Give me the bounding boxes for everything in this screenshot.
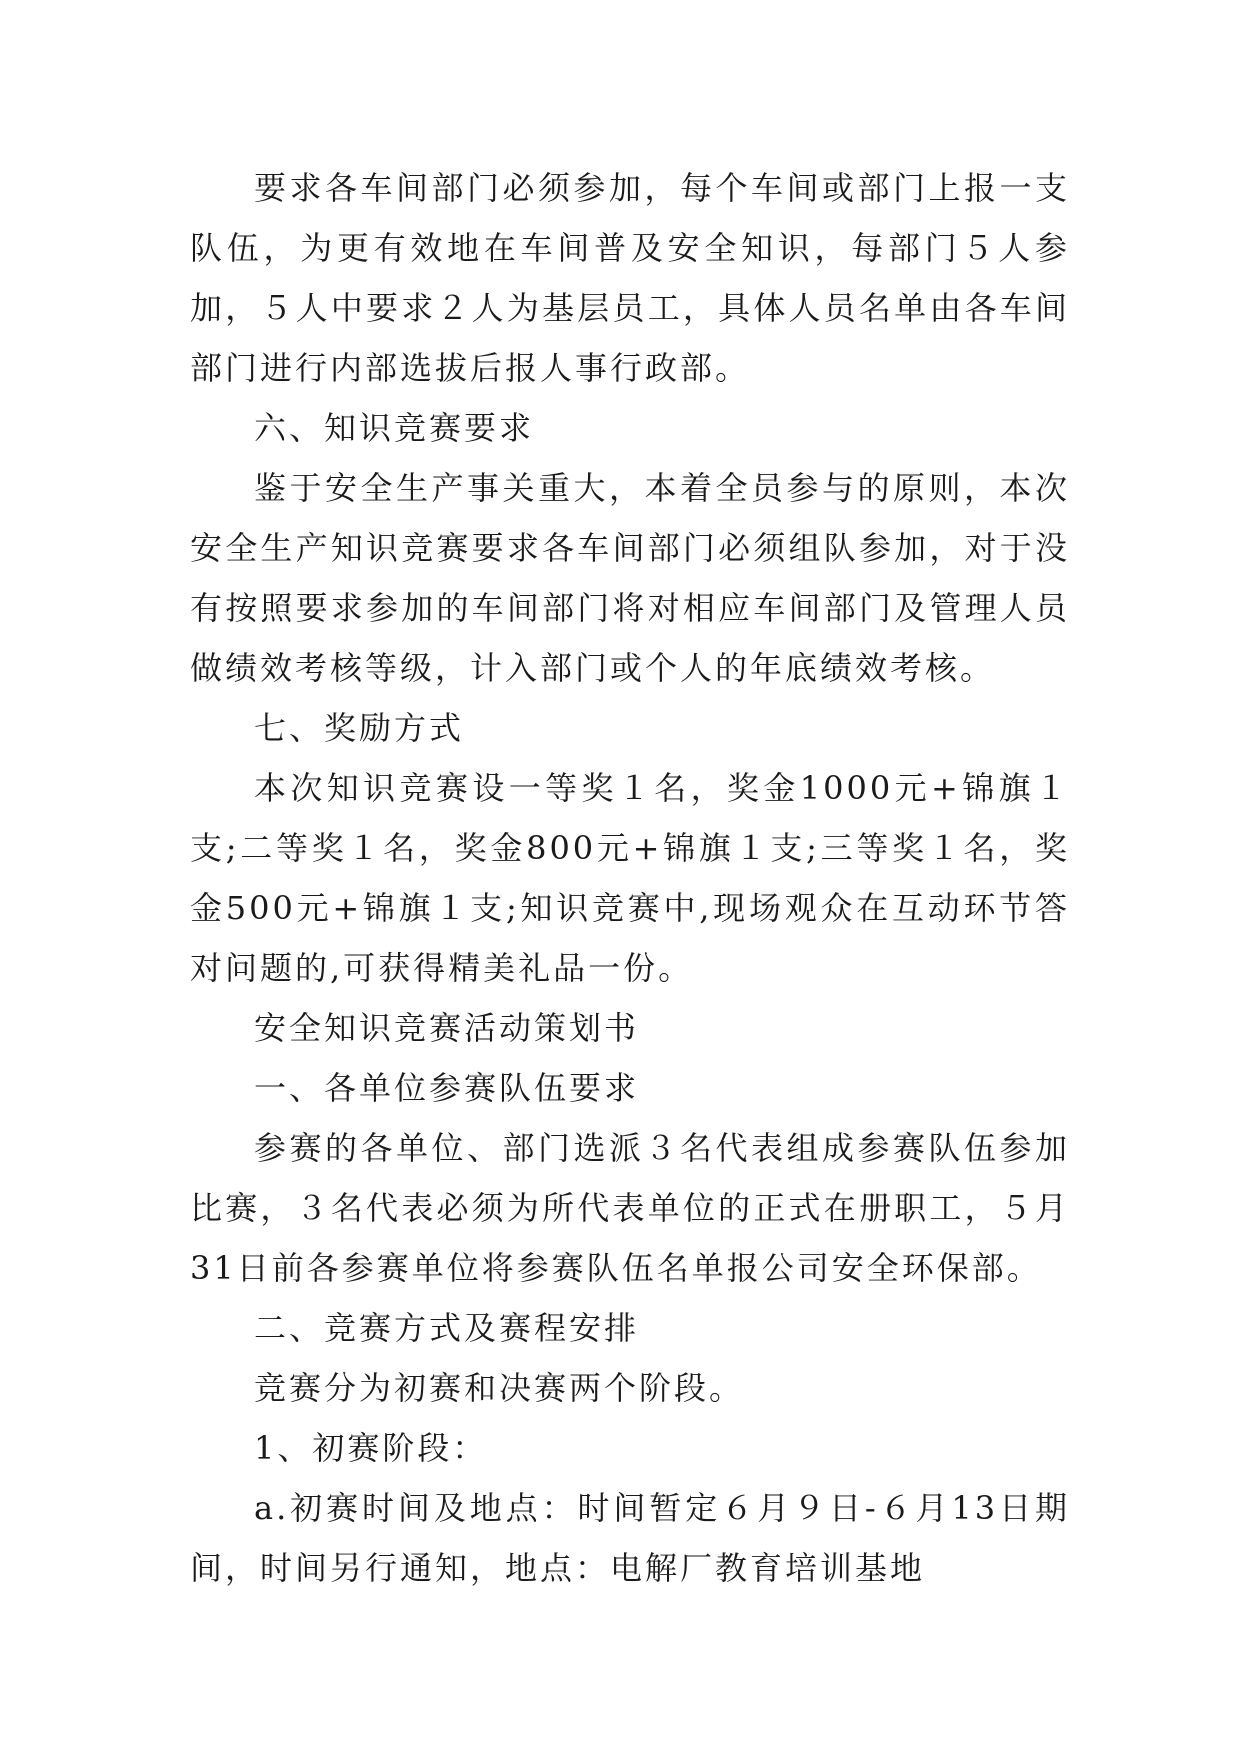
paragraph-preliminary-time-location: a.初赛时间及地点：时间暂定６月９日-６月13日期间，时间另行通知，地点：电解厂教育培训基地 [190, 1489, 1070, 1587]
section-heading-schedule: 二、竞赛方式及赛程安排 [254, 1309, 640, 1347]
section-heading-team-requirements: 一、各单位参赛队伍要求 [254, 1069, 640, 1107]
document-title: 安全知识竞赛活动策划书 [254, 1009, 640, 1047]
section-heading-competition-requirements: 六、知识竞赛要求 [254, 409, 535, 447]
section-heading-awards: 七、奖励方式 [254, 709, 465, 747]
document-body [190, 158, 1070, 1598]
paragraph-competition-requirements: 鉴于安全生产事关重大，本着全员参与的原则，本次安全生产知识竞赛要求各车间部门必须组队参加，对于没有按照要求参加的车间部门将对相应车间部门及管理人员做绩效考核等级，计入部门或个人的年底绩效考核。 [190, 469, 1070, 687]
paragraph-stages: 竞赛分为初赛和决赛两个阶段。 [254, 1369, 745, 1407]
paragraph-awards: 本次知识竞赛设一等奖１名，奖金1000元+锦旗１支;二等奖１名，奖金800元+锦旗１支;三等奖１名，奖金500元+锦旗１支;知识竞赛中,现场观众在互动环节答对问题的,可获得精美礼品一份。 [190, 769, 1070, 987]
paragraph-team-requirement: 要求各车间部门必须参加，每个车间或部门上报一支队伍，为更有效地在车间普及安全知识，每部门５人参加，５人中要求２人为基层员工，具体人员名单由各车间部门进行内部选拔后报人事行政部。 [190, 169, 1070, 387]
paragraph-team-selection: 参赛的各单位、部门选派３名代表组成参赛队伍参加比赛，３名代表必须为所代表单位的正式在册职工，５月31日前各参赛单位将参赛队伍名单报公司安全环保部。 [190, 1129, 1070, 1287]
subheading-preliminary: 1、初赛阶段： [254, 1429, 488, 1467]
